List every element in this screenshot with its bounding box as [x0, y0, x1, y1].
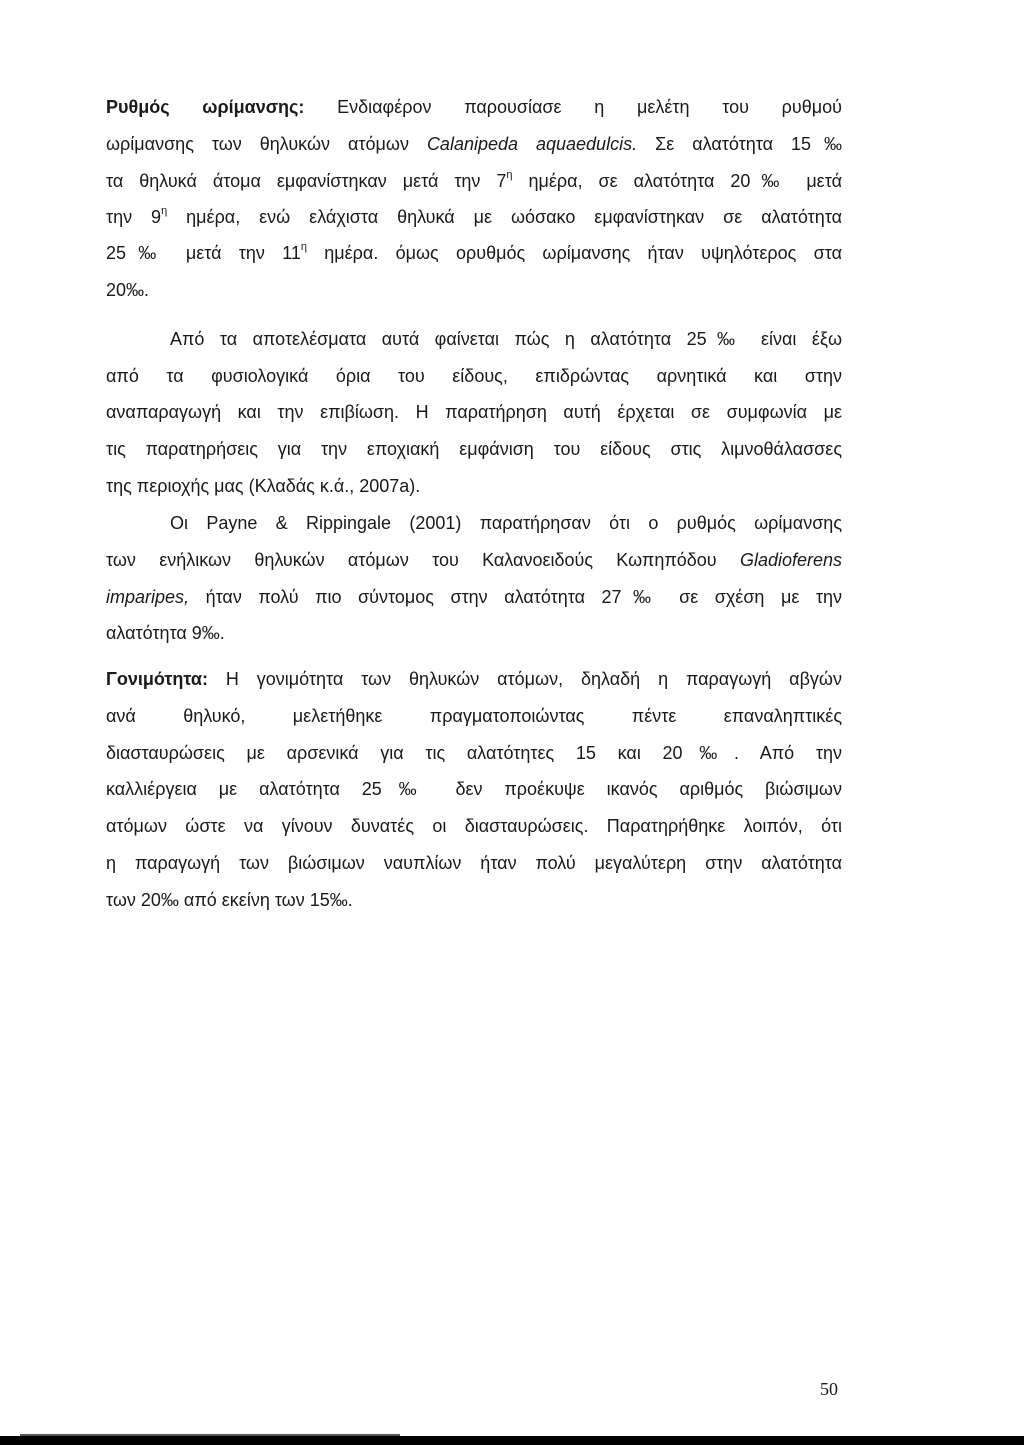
p1-line-1 [106, 95, 842, 119]
p4-line-7: των 20‰ από εκείνη των 15‰. [106, 890, 353, 910]
p2-line-5: της περιοχής μας (Κλαδάς κ.ά., 2007a). [106, 476, 421, 496]
superscript: η [300, 241, 307, 253]
p1-line-3 [106, 169, 842, 193]
p1-line-4 [106, 205, 842, 229]
p3-line-2-a: των ενήλικων θηλυκών ατόμων του Καλανοειδούς Κωπηπόδου [106, 550, 717, 570]
p1-line-2-a: ωρίμανσης των θηλυκών ατόμων [106, 134, 409, 154]
p1-line-4-b: ημέρα, ενώ ελάχιστα θηλυκά με ωόσακο εμφανίστηκαν σε αλατότητα [186, 207, 842, 227]
superscript: η [506, 169, 513, 181]
p4-line-2: ανά θηλυκό, μελετήθηκε πραγματοποιώντας πέντε επαναληπτικές [106, 706, 842, 726]
p4-line-6: η παραγωγή των βιώσιμων ναυπλίων ήταν πολύ μεγαλύτερη στην αλατότητα [106, 853, 842, 873]
p2-line-1: Από τα αποτελέσματα αυτά φαίνεται πώς η αλατότητα 25‰ είναι έξω [170, 329, 842, 349]
superscript: η [161, 205, 168, 217]
page-number: 50 [820, 1379, 838, 1399]
p4-heading: Γονιμότητα: [106, 669, 208, 689]
p4-line-1 [106, 667, 842, 691]
p1-line-5-a: 25‰ μετά την 11 [106, 243, 301, 263]
p1-line-2-b: Σε αλατότητα 15‰ [655, 134, 842, 154]
p2-line-3: αναπαραγωγή και την επιβίωση. Η παρατήρηση αυτή έρχεται σε συμφωνία με [106, 402, 842, 422]
p4-line-5: ατόμων ώστε να γίνουν δυνατές οι διασταυρώσεις. Παρατηρήθηκε λοιπόν, ότι [106, 816, 842, 836]
p3-line-3 [106, 585, 842, 609]
p1-line-4-a: την 9 [106, 207, 162, 227]
p1-heading: Ρυθμός ωρίμανσης: [106, 97, 305, 117]
p1-line-3-a: τα θηλυκά άτομα εμφανίστηκαν μετά την 7 [106, 171, 507, 191]
species-name-gladioferens: Gladioferens [739, 550, 842, 570]
scan-bottom-border [0, 1436, 1024, 1445]
p2-line-2: από τα φυσιολογικά όρια του είδους, επιδρώντας αρνητικά και στην [106, 366, 842, 386]
p1-line-3-b: ημέρα, σε αλατότητα 20‰ μετά [528, 171, 842, 191]
p3-line-1: Οι Payne & Rippingale (2001) παρατήρησαν ότι ο ρυθμός ωρίμανσης [170, 513, 842, 533]
p4-line-1-text: Η γονιμότητα των θηλυκών ατόμων, δηλαδή η παραγωγή αβγών [225, 669, 842, 689]
species-name-calanipeda: Calanipeda aquaedulcis. [426, 134, 638, 154]
species-name-imparipes: imparipes, [106, 587, 190, 607]
p1-line-5 [106, 241, 842, 265]
p3-line-4: αλατότητα 9‰. [106, 623, 225, 643]
p3-line-3-b: ήταν πολύ πιο σύντομος στην αλατότητα 27‰ σε σχέση με την [205, 587, 842, 607]
p1-line-2 [106, 132, 842, 156]
p1-line-5-b: ημέρα. όμως ορυθμός ωρίμανσης ήταν υψηλότερος στα [324, 243, 842, 263]
p4-line-3: διασταυρώσεις με αρσενικά για τις αλατότητες 15 και 20‰. Από την [106, 743, 842, 763]
p4-line-4: καλλιέργεια με αλατότητα 25‰ δεν προέκυψε ικανός αριθμός βιώσιμων [106, 779, 842, 799]
p2-line-4: τις παρατηρήσεις για την εποχιακή εμφάνιση του είδους στις λιμνοθάλασσες [106, 439, 842, 459]
p1-line-1-text: Ενδιαφέρον παρουσίασε η μελέτη του ρυθμού [337, 97, 842, 117]
p3-line-2 [106, 548, 842, 572]
p1-line-6: 20‰. [106, 280, 150, 300]
